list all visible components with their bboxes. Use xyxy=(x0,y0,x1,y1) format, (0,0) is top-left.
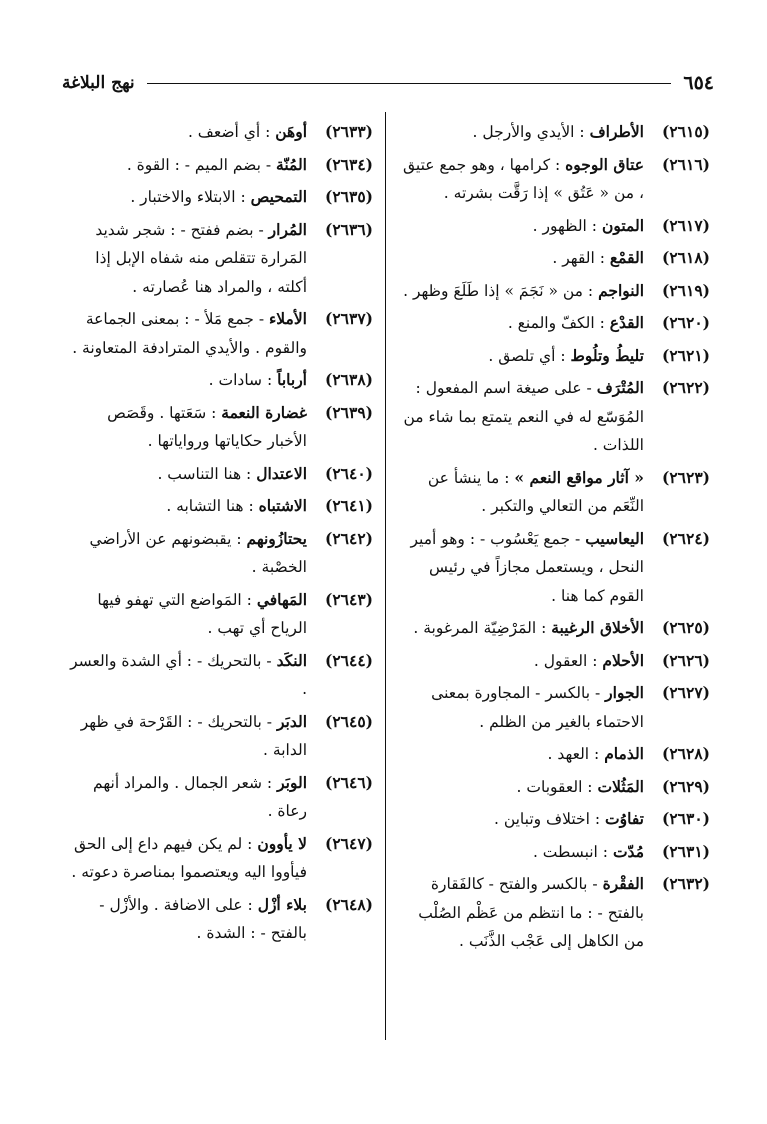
glossary-entry xyxy=(400,773,710,802)
entry-number: (٢٦٣٣) xyxy=(325,122,373,141)
entry-definition: : اختلاف وتباين . xyxy=(493,810,601,828)
entry-number: (٢٦٢٩) xyxy=(662,776,710,796)
entry-definition: : يقبضونهم عن الأراضي الخصْبة . xyxy=(89,529,307,576)
entry-term: يحتازُونهم xyxy=(246,528,307,548)
entry-term: الاعتدال xyxy=(256,463,307,483)
entry-definition: : الابتلاء والاختبار . xyxy=(130,188,246,206)
entry-definition: : المَواضع التي تهفو فيها الرياح أي تهب . xyxy=(97,590,307,637)
entry-term: الجوار xyxy=(605,683,644,702)
glossary-entry xyxy=(63,891,373,948)
entry-number: (٢٦٣٥) xyxy=(325,187,373,206)
entry-definition: : شعر الجمال . والمراد أنهم رعاة . xyxy=(93,773,307,820)
entry-number: (٢٦٢٤) xyxy=(662,528,710,548)
entry-term: القمْع xyxy=(609,248,644,267)
glossary-entry xyxy=(63,366,373,395)
entry-term: الأطراف xyxy=(589,122,644,141)
entry-term: المُتْرَف xyxy=(596,378,644,397)
entry-number: (٢٦٣٠) xyxy=(662,809,710,828)
entry-term: أوهَن xyxy=(275,122,307,141)
entry-number: (٢٦٣٨) xyxy=(325,370,373,389)
header-rule xyxy=(147,83,672,84)
entry-term: الأملاء xyxy=(269,309,307,328)
glossary-entry xyxy=(400,805,710,834)
entry-definition: - بضم الميم - : القوة . xyxy=(126,155,272,174)
entry-number: (٢٦٤٤) xyxy=(325,650,373,670)
entry-term: مُدّت xyxy=(612,841,644,861)
entry-definition: : من « نَجَمَ » إذا طَلَعَ وظهر . xyxy=(403,281,594,300)
page-number: ٦٥٤ xyxy=(683,72,714,94)
entry-number: (٢٦٤٠) xyxy=(325,463,373,483)
entry-term: الاشتباه xyxy=(258,496,307,515)
entry-number: (٢٦٢٨) xyxy=(662,744,710,763)
glossary-entry xyxy=(400,525,710,611)
glossary-entry xyxy=(400,870,710,956)
entry-term: اليعاسيب xyxy=(585,528,644,548)
entry-definition: : كرامها ، وهو جمع عتيق ، من « عَتُق » إذا رَقَّت بشرته . xyxy=(402,155,644,202)
entry-number: (٢٦٣٦) xyxy=(325,219,373,239)
entry-number: (٢٦٣٢) xyxy=(662,874,710,893)
entry-definition: - بالتحريك - : أي الشدة والعسر . xyxy=(70,651,307,698)
glossary-entry xyxy=(63,118,373,147)
entry-number: (٢٦٤٣) xyxy=(325,589,373,609)
entry-number: (٢٦١٧) xyxy=(662,215,710,235)
entry-term: المُرار xyxy=(268,219,307,239)
entry-definition: - جمع مَلأ - : بمعنى الجماعة والقوم . والأيدي المترادفة المتعاونة . xyxy=(72,310,307,357)
entry-term: الذمام xyxy=(604,744,644,763)
entry-number: (٢٦٤١) xyxy=(325,496,373,515)
right-column xyxy=(400,118,710,960)
entry-term: تفاوُت xyxy=(605,809,644,828)
entry-definition: : هنا التشابه . xyxy=(166,497,254,515)
glossary-entry xyxy=(400,342,710,371)
entry-term: النواجم xyxy=(598,280,644,300)
glossary-entry xyxy=(400,374,710,460)
glossary-entry xyxy=(400,212,710,241)
glossary-entry xyxy=(400,838,710,867)
entry-number: (٢٦١٩) xyxy=(662,280,710,300)
entry-term: النكَد xyxy=(276,650,307,670)
entry-definition: : ما ينشأ عن النِّعَم من التعالي والتكبر . xyxy=(427,468,644,515)
entry-definition: : على الاضافة . والأزْل - بالفتح - : الشدة . xyxy=(99,895,307,942)
entry-term: عتاق الوجوه xyxy=(565,154,644,174)
entry-definition: - جمع يَعْسُوب - : وهو أمير النحل ، ويستعمل مجازاً في رئيس القوم كما هنا . xyxy=(410,529,644,605)
glossary-entry xyxy=(63,586,373,643)
glossary-entry xyxy=(63,647,373,704)
entry-term: المتون xyxy=(601,215,644,235)
entry-number: (٢٦١٦) xyxy=(662,154,710,174)
column-divider xyxy=(385,112,386,1040)
entry-number: (٢٦٣٤) xyxy=(325,154,373,174)
entry-number: (٢٦٢٣) xyxy=(662,467,710,487)
page-header xyxy=(62,68,714,98)
entry-term: التمحيص xyxy=(250,187,307,206)
entry-number: (٢٦٢١) xyxy=(662,345,710,365)
entry-term: المَهافي xyxy=(256,589,307,609)
entry-number: (٢٦٢٥) xyxy=(662,618,710,637)
entry-definition: : سادات . xyxy=(208,371,273,389)
glossary-entry xyxy=(400,277,710,306)
glossary-entry xyxy=(63,399,373,456)
entry-number: (٢٦٣٩) xyxy=(325,402,373,422)
book-title: نهج البلاغة xyxy=(62,73,135,93)
glossary-entry xyxy=(400,614,710,643)
entry-term: غضارة النعمة xyxy=(221,402,307,422)
entry-definition: : سَعَتها . وقَصَص الأخبار حكاياتها ورواياتها . xyxy=(107,403,307,450)
glossary-entry xyxy=(400,740,710,769)
entry-definition: : المَرْضِيّة المرغوبة . xyxy=(413,619,547,637)
glossary-entry xyxy=(63,460,373,489)
glossary-entry xyxy=(63,492,373,521)
entry-number: (٢٦٢٦) xyxy=(662,650,710,670)
glossary-entry xyxy=(63,769,373,826)
glossary-entry xyxy=(400,309,710,338)
entry-number: (٢٦٢٢) xyxy=(662,378,710,397)
entry-term: لا يأوون xyxy=(257,833,307,853)
entry-definition: : الأيدي والأرجل . xyxy=(472,123,585,141)
entry-number: (٢٦٤٨) xyxy=(325,894,373,914)
glossary-entry xyxy=(400,679,710,736)
glossary-entry xyxy=(63,151,373,180)
entry-definition: : العقول . xyxy=(533,651,598,670)
left-column xyxy=(63,118,373,952)
entry-number: (٢٦٤٦) xyxy=(325,772,373,792)
entry-definition: : أي تلصق . xyxy=(488,346,566,365)
glossary-entry xyxy=(400,151,710,208)
entry-term: القدْع xyxy=(609,313,644,332)
glossary-entry xyxy=(400,244,710,273)
entry-number: (٢٦٤٧) xyxy=(325,833,373,853)
glossary-entry xyxy=(400,464,710,521)
entry-definition: : العهد . xyxy=(547,745,600,763)
entry-number: (٢٦٣٧) xyxy=(325,309,373,328)
entry-definition: : لم يكن فيهم داع إلى الحق فيأووا اليه ويعتصموا بمناصرة دعوته . xyxy=(71,834,307,881)
entry-definition: - بالكسر - المجاورة بمعنى الاحتماء بالغير من الظلم . xyxy=(431,684,644,731)
glossary-entry xyxy=(63,708,373,765)
entry-definition: - بضم ففتح - : شجر شديد المَرارة تتقلص منه شفاه الإبل إذا أكلته ، والمراد هنا عُصارته . xyxy=(95,220,307,296)
entry-definition: : انبسطت . xyxy=(532,842,609,861)
entry-definition: : الظهور . xyxy=(532,216,597,235)
glossary-entry xyxy=(63,525,373,582)
entry-number: (٢٦٤٥) xyxy=(325,711,373,731)
entry-number: (٢٦٢٧) xyxy=(662,683,710,702)
entry-definition: : القهر . xyxy=(552,249,605,267)
entry-term: المَثُلات xyxy=(597,776,644,796)
glossary-entry xyxy=(400,118,710,147)
entry-number: (٢٦١٥) xyxy=(662,122,710,141)
entry-number: (٢٦٤٢) xyxy=(325,528,373,548)
glossary-entry xyxy=(63,216,373,302)
entry-term: المُنّة xyxy=(276,154,307,174)
entry-number: (٢٦١٨) xyxy=(662,248,710,267)
glossary-entry xyxy=(63,305,373,362)
entry-term: تليطُ وتلُوط xyxy=(570,345,644,365)
glossary-entry xyxy=(400,647,710,676)
entry-definition: : الكفّ والمنع . xyxy=(507,314,605,332)
entry-term: أرباباً xyxy=(277,370,307,389)
entry-definition: : هنا التناسب . xyxy=(157,464,252,483)
entry-term: الأحلام xyxy=(602,650,644,670)
entry-definition: - بالكسر والفتح - كالفَقارة بالفتح - : ما انتظم من عَظْم الصُلْب من الكاهل إلى عَجْب الذَّنَب . xyxy=(418,875,644,950)
glossary-entry xyxy=(63,830,373,887)
glossary-entry xyxy=(63,183,373,212)
entry-number: (٢٦٢٠) xyxy=(662,313,710,332)
entry-definition: - على صيغة اسم المفعول : المُوَسّع له في النعم يتمتع بما شاء من اللذات . xyxy=(403,379,644,454)
entry-term: بلاء أزْل xyxy=(257,894,307,914)
entry-definition: - بالتحريك - : القَرْحة في ظهر الدابة . xyxy=(80,712,307,759)
entry-term: الدبَر xyxy=(276,711,307,731)
entry-term: الوبَر xyxy=(277,772,307,792)
entry-definition: : العقوبات . xyxy=(516,777,593,796)
entry-term: « آثار مواقع النعم » xyxy=(514,467,644,487)
entry-term: الفقْرة xyxy=(602,874,644,893)
entry-definition: : أي أضعف . xyxy=(187,123,271,141)
entry-number: (٢٦٣١) xyxy=(662,841,710,861)
entry-term: الأخلاق الرغيبة xyxy=(551,618,644,637)
